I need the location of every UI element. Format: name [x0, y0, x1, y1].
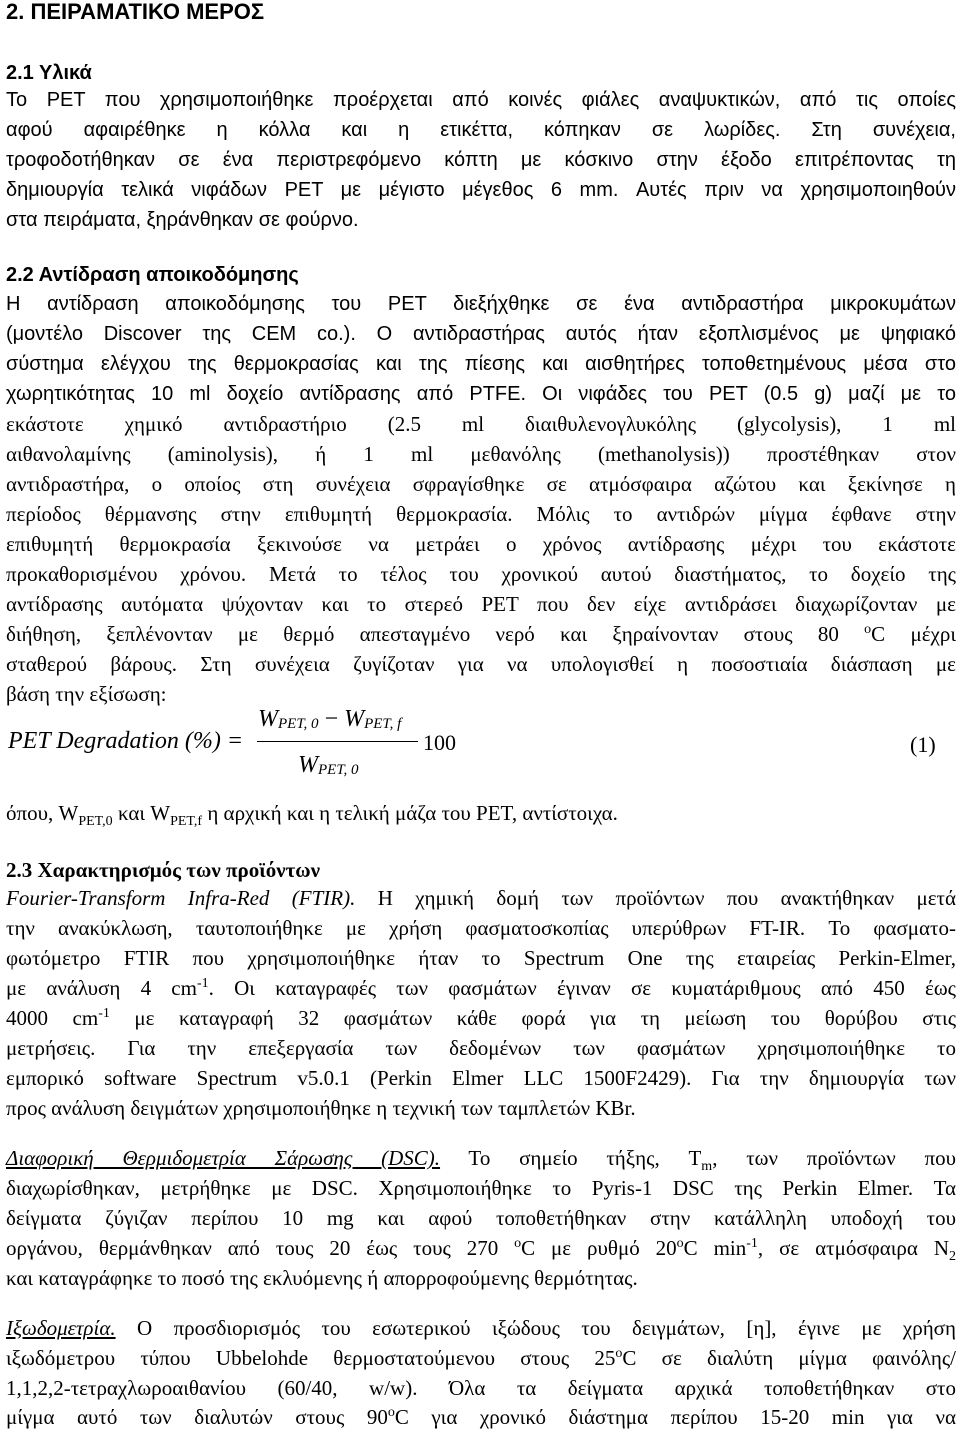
- text-line: με ανάλυση 4 $cm^{-1}$. Οι καταγραφές των φασμάτων έγιναν σε κυματάριθμους από 450 έως: [6, 976, 956, 1000]
- text-line: σύστημα ελέγχου της θερμοκρασίας και της πίεσης και αισθητήρες τοποθετημένους μέσα στο: [6, 353, 956, 375]
- text-line: προκαθορισμένου χρόνου. Μετά το τέλος του χρονικού αυτού διαστήματος, το δοχείο της: [6, 562, 956, 586]
- text-line: χωρητικότητας 10 ml δοχείο αντίδρασης από PTFE. Οι νιφάδες του PET (0.5 g) μαζί με το: [6, 383, 956, 405]
- text-line: περίοδος θέρμανσης στην επιθυμητή θερμοκρασία. Μόλις το αντιδρών μίγμα έφθανε στην: [6, 502, 956, 526]
- text-line: δημιουργία τελικά νιφάδων PET με μέγιστο μέγεθος 6 mm. Αυτές πριν να χρησιμοποιηθούν: [6, 179, 956, 201]
- equation-lhs: PET Degradation (%) =: [8, 728, 244, 754]
- text-line: αντίδρασης αυτόματα ψύχονταν και το στερεό PET που δεν είχε αντιδράσει διαχωρίζονταν με: [6, 592, 956, 616]
- ftir-title: Fourier-Transform Infra-Red (FTIR).: [6, 886, 356, 910]
- text-line: μίγμα αυτό των διαλυτών στους 90$^o$C για χρονικό διάστημα περίπου 15-20 min για να: [6, 1405, 956, 1429]
- text-line: αιθανολαμίνης (aminolysis), ή 1 ml μεθανόλης (methanolysis)) προστέθηκαν στον: [6, 442, 956, 466]
- section-title: 2. ΠΕΙΡΑΜΑΤΙΚΟ ΜΕΡΟΣ: [6, 0, 265, 24]
- text-line: ιξωδόμετρου τύπου Ubbelohde θερμοστατούμενου στους 25$^o$C σε διαλύτη μίγμα φαινόλης/: [6, 1346, 956, 1370]
- text-line: εκάστοτε χημικό αντιδραστήριο (2.5 ml διαιθυλενογλυκόλης (glycolysis), 1 ml: [6, 412, 956, 436]
- dsc-title: Διαφορική Θερμιδομετρία Σάρωσης (DSC).: [6, 1146, 441, 1170]
- text-line: την ανακύκλωση, ταυτοποιήθηκε με χρήση φασματοσκοπίας υπερύθρων FT-IR. Το φασματο-: [6, 916, 956, 940]
- text-line: φωτόμετρο FTIR που χρησιμοποιήθηκε ήταν το Spectrum One της εταιρείας Perkin-Elmer,: [6, 946, 956, 970]
- text-line: Ιξωδομετρία. Ο προσδιορισμός του εσωτερικού ιξώδους του δειγμάτων, [η], έγινε με χρήση: [6, 1316, 956, 1340]
- equation-where-line: όπου, $W_{PET,0}$ και $W_{PET,f}$ η αρχική και η τελική μάζα του PET, αντίστοιχα.: [6, 801, 618, 830]
- text-line: εμπορικό software Spectrum v5.0.1 (Perkin Elmer LLC 1500F2429). Για την δημιουργία των: [6, 1066, 956, 1090]
- text-line: 1,1,2,2-τετραχλωροαιθανίου (60/40, w/w). Όλα τα δείγματα αρχικά τοποθετήθηκαν στο: [6, 1376, 956, 1400]
- text-line: επιθυμητή θερμοκρασία ξεκινούσε να μετράει ο χρόνος αντίδρασης μέχρι του εκάστοτε: [6, 532, 956, 556]
- text-line: Διαφορική Θερμιδομετρία Σάρωσης (DSC). Το σημείο τήξης, $T_m$, των προϊόντων που: [6, 1146, 956, 1175]
- equation-numerator: WPET, 0 − WPET, f: [258, 706, 402, 732]
- text-line: αφού αφαιρέθηκε η κόλλα και η ετικέττα, κόπηκαν σε λωρίδες. Στη συνέχεια,: [6, 119, 956, 141]
- text-line: προς ανάλυση δειγμάτων χρησιμοποιήθηκε η τεχνική των ταμπλετών KBr.: [6, 1096, 636, 1120]
- text-line: βάση την εξίσωση:: [6, 682, 167, 706]
- text-line: διαχωρίσθηκαν, μετρήθηκε με DSC. Χρησιμοποιήθηκε το Pyris-1 DSC της Perkin Elmer. Τα: [6, 1176, 956, 1200]
- text-line: δείγματα ζύγιζαν περίπου 10 mg και αφού τοποθετήθηκαν στην κατάλληλη υποδοχή του: [6, 1206, 956, 1230]
- text-line: οργάνου, θερμάνθηκαν από τους 20 έως τους 270 $^o$C με ρυθμό 20$^o$C $\min^{-1}$, σε ατμόσφαιρα $N_2$: [6, 1236, 956, 1265]
- text-line: (μοντέλο Discover της CEM co.). Ο αντιδραστήρας αυτός ήταν εξοπλισμένος με ψηφιακό: [6, 323, 956, 345]
- equation-number: (1): [910, 732, 936, 757]
- text-line: Το PET που χρησιμοποιήθηκε προέρχεται από κοινές φιάλες αναψυκτικών, από τις οποίες: [6, 89, 956, 111]
- text-line: τροφοδοτήθηκαν σε ένα περιστρεφόμενο κόπτη με κόσκινο στην έξοδο επιτρέποντας τη: [6, 149, 956, 171]
- heading-degradation: 2.2 Αντίδραση αποικοδόμησης: [6, 264, 299, 286]
- heading-characterization: 2.3 Χαρακτηρισμός των προϊόντων: [6, 858, 321, 882]
- text-line: 4000 $cm^{-1}$ με καταγραφή 32 φασμάτων κάθε φορά για τη μείωση του θορύβου στις: [6, 1006, 957, 1030]
- fraction-bar: [257, 741, 418, 742]
- heading-materials: 2.1 Υλικά: [6, 62, 92, 84]
- text-line: σταθερού βάρους. Στη συνέχεια ζυγίζοταν για να υπολογισθεί η ποσοστιαία διάσπαση με: [6, 652, 956, 676]
- text-line: αντιδραστήρα, ο οποίος στη συνέχεια σφραγίσθηκε σε ατμόσφαιρα αζώτου και ξεκίνησε η: [6, 472, 956, 496]
- text-line: και καταγράφηκε το ποσό της εκλυόμενης ή απορροφούμενης θερμότητας.: [6, 1266, 638, 1290]
- text-line: διήθηση, ξεπλένονταν με θερμό απεσταγμένο νερό και ξηραίνονταν στους 80 $^o$C μέχρι: [6, 622, 956, 646]
- text-line: Fourier-Transform Infra-Red (FTIR). Η χημική δομή των προϊόντων που ανακτήθηκαν μετά: [6, 886, 956, 910]
- viscometry-title: Ιξωδομετρία.: [6, 1316, 116, 1340]
- equation-denominator: WPET, 0: [298, 752, 359, 778]
- equation-factor: 100: [423, 730, 456, 755]
- text-line: μετρήσεις. Για την επεξεργασία των δεδομένων των φασμάτων χρησιμοποιήθηκε το: [6, 1036, 956, 1060]
- text-line: στα πειράματα, ξηράνθηκαν σε φούρνο.: [6, 209, 359, 231]
- text-line: Η αντίδραση αποικοδόμησης του PET διεξήχθηκε σε ένα αντιδραστήρα μικροκυμάτων: [6, 293, 956, 315]
